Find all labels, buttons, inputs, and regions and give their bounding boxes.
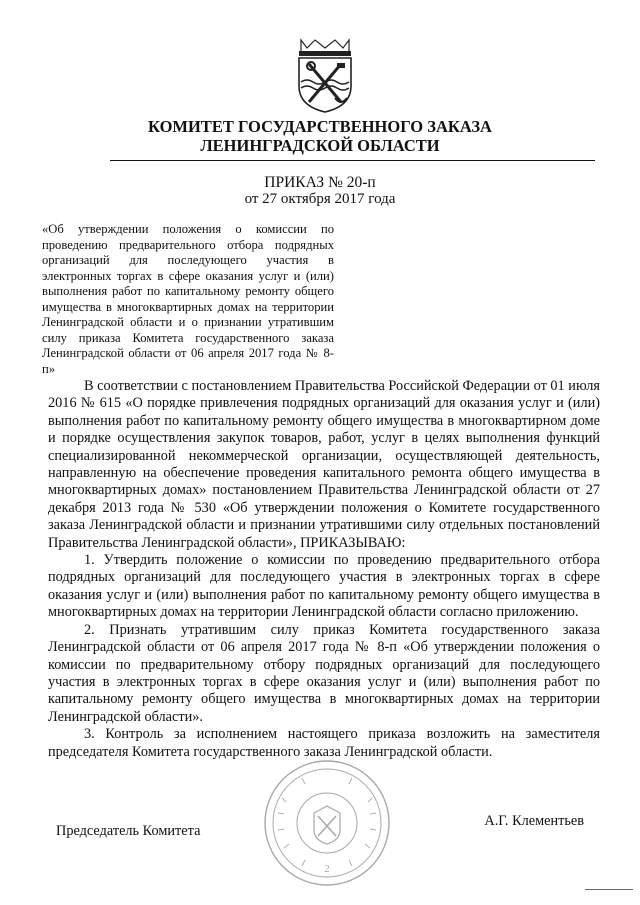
official-seal-icon bbox=[262, 758, 392, 888]
signatory-name: А.Г. Клементьев bbox=[484, 813, 584, 829]
order-subject: «Об утверждении положения о комиссии по проведению предварительного отбора подрядных организаций для последующего участия в электронных торгах в сфере оказания услуг и (или) выполнения работ по капитальному ремонту общего имущества в многоквартирных домах на территории Ленинградской области и о признании утратившим силу приказа Комитета государственного заказа Ленинградской области от 06 апреля 2017 года № 8-п» bbox=[42, 222, 334, 376]
header-divider bbox=[110, 160, 595, 161]
order-item-2: 2. Признать утратившим силу приказ Комитета государственного заказа Ленинградской области от 06 апреля 2017 года № 8-п «Об утверждении положения о комиссии по предварительному отбору подрядных организаций для последующего участия в электронных торгах в сфере оказания услуг и (или) выполнения работ по капитальному ремонту общего имущества в многоквартирных домах на территории Ленинградской области». bbox=[48, 621, 600, 725]
footer-line bbox=[585, 889, 633, 890]
committee-name-line1: КОМИТЕТ ГОСУДАРСТВЕННОГО ЗАКАЗА bbox=[148, 117, 492, 136]
seal-number: 2 bbox=[324, 863, 330, 875]
committee-name-line2: ЛЕНИНГРАДСКОЙ ОБЛАСТИ bbox=[200, 136, 440, 155]
order-body bbox=[48, 378, 600, 761]
preamble-paragraph: В соответствии с постановлением Правительства Российской Федерации от 01 июля 2016 № 615 «О порядке привлечения подрядных организаций для оказания услуг и (или) выполнения работ по капитальному ремонту общего имущества в многоквартирном доме и порядке осуществления закупок товаров, работ, услуг в целях выполнения функций специализированной некоммерческой организации, осуществляющей деятельность, направленную на обеспечение проведения капитального ремонта общего имущества в многоквартирных домах» постановлением Правительства Ленинградской области от 27 декабря 2013 года № 530 «Об утверждении положения о Комитете государственного заказа Ленинградской области и признании утратившими силу отдельных постановлений Правительства Ленинградской области», ПРИКАЗЫВАЮ: bbox=[48, 378, 600, 551]
order-title: ПРИКАЗ № 20-п bbox=[264, 174, 376, 191]
order-date: от 27 октября 2017 года bbox=[244, 191, 396, 207]
order-item-3: 3. Контроль за исполнением настоящего приказа возложить на заместителя председателя Комитета государственного заказа Ленинградской области. bbox=[48, 726, 600, 760]
order-item-1: 1. Утвердить положение о комиссии по проведению предварительного отбора подрядных организаций для последующего участия в электронных торгах в сфере оказания услуг и (или) выполнения работ по капитальному ремонту общего имущества в многоквартирных домах на территории Ленинградской области согласно приложению. bbox=[48, 552, 600, 621]
coat-of-arms-icon bbox=[277, 36, 373, 114]
signatory-position: Председатель Комитета bbox=[56, 823, 201, 839]
